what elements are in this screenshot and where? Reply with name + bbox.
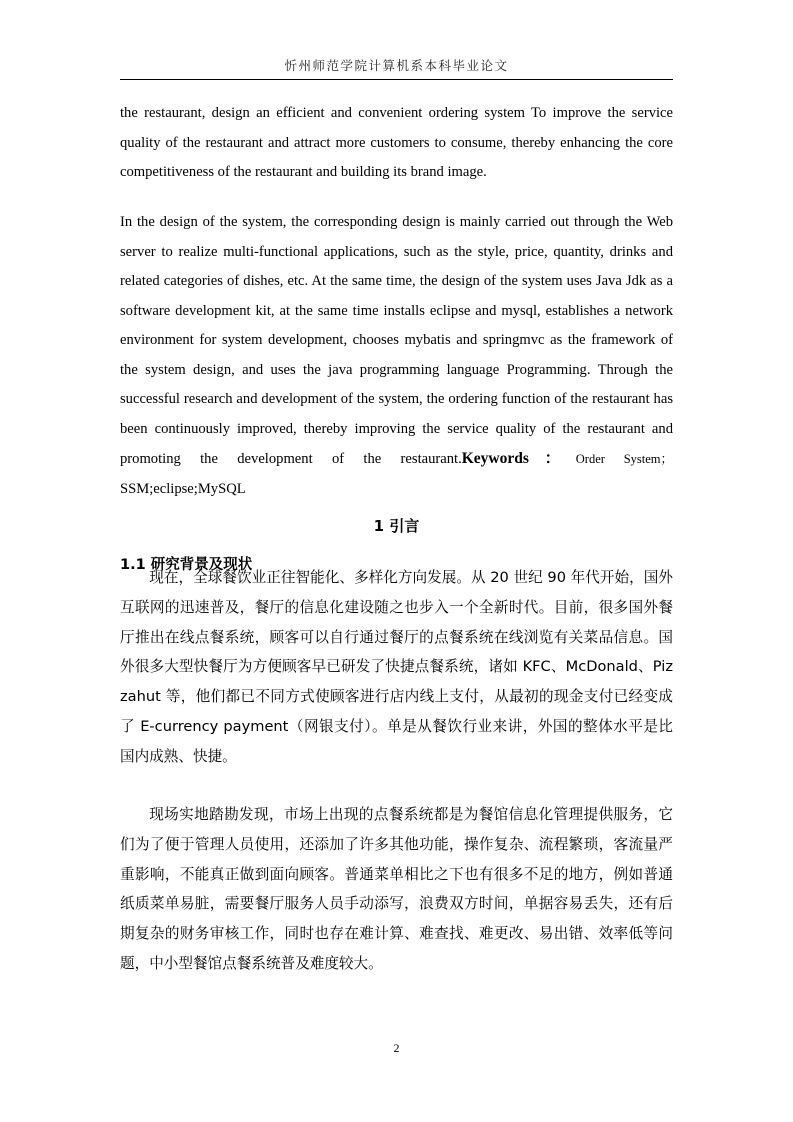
- body-paragraph-2: 现场实地踏勘发现，市场上出现的点餐系统都是为餐馆信息化管理提供服务，它们为了便于管理人员使用，还添加了许多其他功能，操作复杂、流程繁琐，客流量严重影响，不能真正做到面向顾客。普通菜单相比之下也有很多不足的地方，例如普通纸质菜单易脏，需要餐厅服务人员手动添写，浪费双方时间，单据容易丢失，还有后期复杂的财务审核工作，同时也存在难计算、难查找、难更改、易出错、效率低等问题，中小型餐馆点餐系统普及难度较大。: [120, 806, 673, 972]
- section-title: 1 引言: [373, 517, 420, 535]
- abstract-paragraph-2: [120, 208, 673, 504]
- running-header: 忻州师范学院计算机系本科毕业论文: [284, 58, 509, 73]
- subsection-title: 1.1 研究背景及现状: [120, 557, 253, 573]
- page-number: 2: [393, 1041, 400, 1055]
- header-divider: [120, 79, 673, 80]
- keywords-label: Keywords：: [461, 450, 576, 467]
- abstract-paragraph-2-text: In the design of the system, the corresponding design is mainly carried out through the Web server to realize multi-functional applications, such as the style, price, quantity, drinks and related categories of dishes, etc. At the same time, the design of the system uses Java Jdk as a software development kit, at the same time installs eclipse and mysql, establishes a network environment for system development, chooses mybatis and springmvc as the framework of the system design, and uses the java programming language Programming. Through the successful research and development of the system, the ordering function of the restaurant has been continuously improved, thereby improving the service quality of the restaurant and promoting the development of the restaurant.: [120, 214, 673, 467]
- body-paragraph-1: 现在，全球餐饮业正往智能化、多样化方向发展。从 20 世纪 90 年代开始，国外互联网的迅速普及，餐厅的信息化建设随之也步入一个全新时代。目前，很多国外餐厅推出在线点餐系统，顾客可以自行通过餐厅的点餐系统在线浏览有关菜品信息。国外很多大型快餐厅为方便顾客早已研发了快捷点餐系统，诸如 KFC、McDonald、Pizzahut 等，他们都已不同方式使顾客进行店内线上支付，从最初的现金支付已经变成了 E-currency payment（网银支付）。单是从餐饮行业来讲，外国的整体水平是比国内成熟、快捷。: [120, 569, 673, 765]
- keywords-text: Order System；: [575, 452, 673, 466]
- keywords-rest: SSM;eclipse;MySQL: [120, 480, 246, 497]
- abstract-paragraph-1: the restaurant, design an efficient and convenient ordering system To improve the service quality of the restaurant and attract more customers to consume, thereby enhancing the core competitiveness of the restaurant and building its brand image.: [120, 105, 673, 180]
